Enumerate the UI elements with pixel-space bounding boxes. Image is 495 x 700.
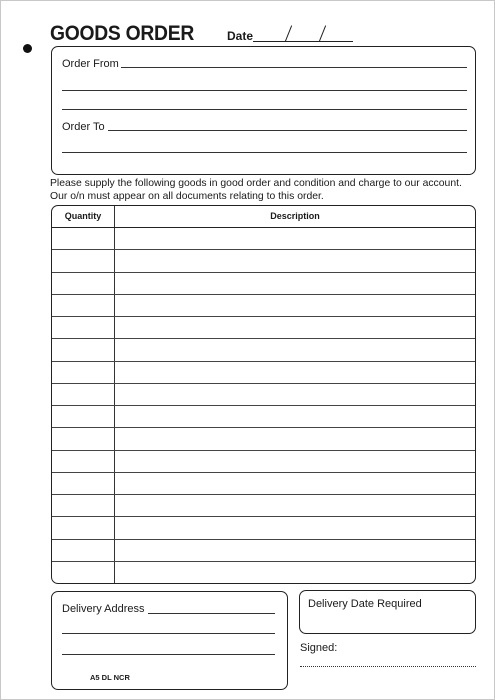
delivery-address-line-3[interactable]	[62, 654, 275, 655]
order-from-line-3[interactable]	[62, 109, 467, 110]
quantity-cell[interactable]	[52, 384, 114, 405]
description-header: Description	[270, 211, 320, 221]
order-from-line-2[interactable]	[62, 90, 467, 91]
order-to-line-1[interactable]	[108, 130, 467, 131]
description-cell[interactable]	[115, 406, 475, 427]
quantity-cell[interactable]	[52, 250, 114, 271]
description-cell[interactable]	[115, 517, 475, 538]
quantity-cell[interactable]	[52, 273, 114, 294]
quantity-cell[interactable]	[52, 517, 114, 538]
delivery-date-label: Delivery Date Required	[308, 598, 422, 610]
signature-line[interactable]	[300, 666, 476, 667]
description-cell[interactable]	[115, 495, 475, 516]
order-to-label: Order To	[62, 121, 105, 133]
quantity-cell[interactable]	[52, 562, 114, 583]
form-title: GOODS ORDER	[50, 22, 195, 45]
instructions-line-2: Our o/n must appear on all documents relating to this order.	[50, 191, 324, 202]
order-to-line-2[interactable]	[62, 152, 467, 153]
description-cell[interactable]	[115, 540, 475, 561]
quantity-header: Quantity	[64, 211, 102, 221]
description-cell[interactable]	[115, 451, 475, 472]
description-cell[interactable]	[115, 473, 475, 494]
date-field[interactable]	[253, 41, 353, 42]
description-cell[interactable]	[115, 295, 475, 316]
delivery-date-box[interactable]	[299, 590, 476, 634]
quantity-cell[interactable]	[52, 406, 114, 427]
punch-hole	[23, 44, 32, 53]
delivery-address-line-1[interactable]	[148, 613, 275, 614]
delivery-address-line-2[interactable]	[62, 633, 275, 634]
description-cell[interactable]	[115, 317, 475, 338]
description-cell[interactable]	[115, 362, 475, 383]
instructions-line-1: Please supply the following goods in good order and condition and charge to our account.	[50, 178, 462, 189]
quantity-cell[interactable]	[52, 295, 114, 316]
product-code: A5 DL NCR	[90, 673, 130, 682]
quantity-cell[interactable]	[52, 495, 114, 516]
description-cell[interactable]	[115, 273, 475, 294]
description-cell[interactable]	[115, 228, 475, 249]
description-cell[interactable]	[115, 250, 475, 271]
description-cell[interactable]	[115, 562, 475, 583]
order-from-line-1[interactable]	[121, 67, 467, 68]
quantity-cell[interactable]	[52, 428, 114, 449]
quantity-cell[interactable]	[52, 451, 114, 472]
date-label: Date	[227, 29, 254, 43]
description-cell[interactable]	[115, 384, 475, 405]
instructions-text	[50, 177, 470, 203]
delivery-address-label: Delivery Address	[62, 603, 145, 615]
description-cell[interactable]	[115, 428, 475, 449]
address-box	[51, 46, 476, 175]
quantity-cell[interactable]	[52, 339, 114, 360]
quantity-cell[interactable]	[52, 228, 114, 249]
quantity-cell[interactable]	[52, 540, 114, 561]
description-cell[interactable]	[115, 339, 475, 360]
order-table	[51, 205, 476, 584]
quantity-cell[interactable]	[52, 362, 114, 383]
quantity-cell[interactable]	[52, 317, 114, 338]
signed-label: Signed:	[300, 642, 338, 654]
order-from-label: Order From	[62, 58, 119, 70]
quantity-cell[interactable]	[52, 473, 114, 494]
delivery-address-box	[51, 591, 288, 690]
